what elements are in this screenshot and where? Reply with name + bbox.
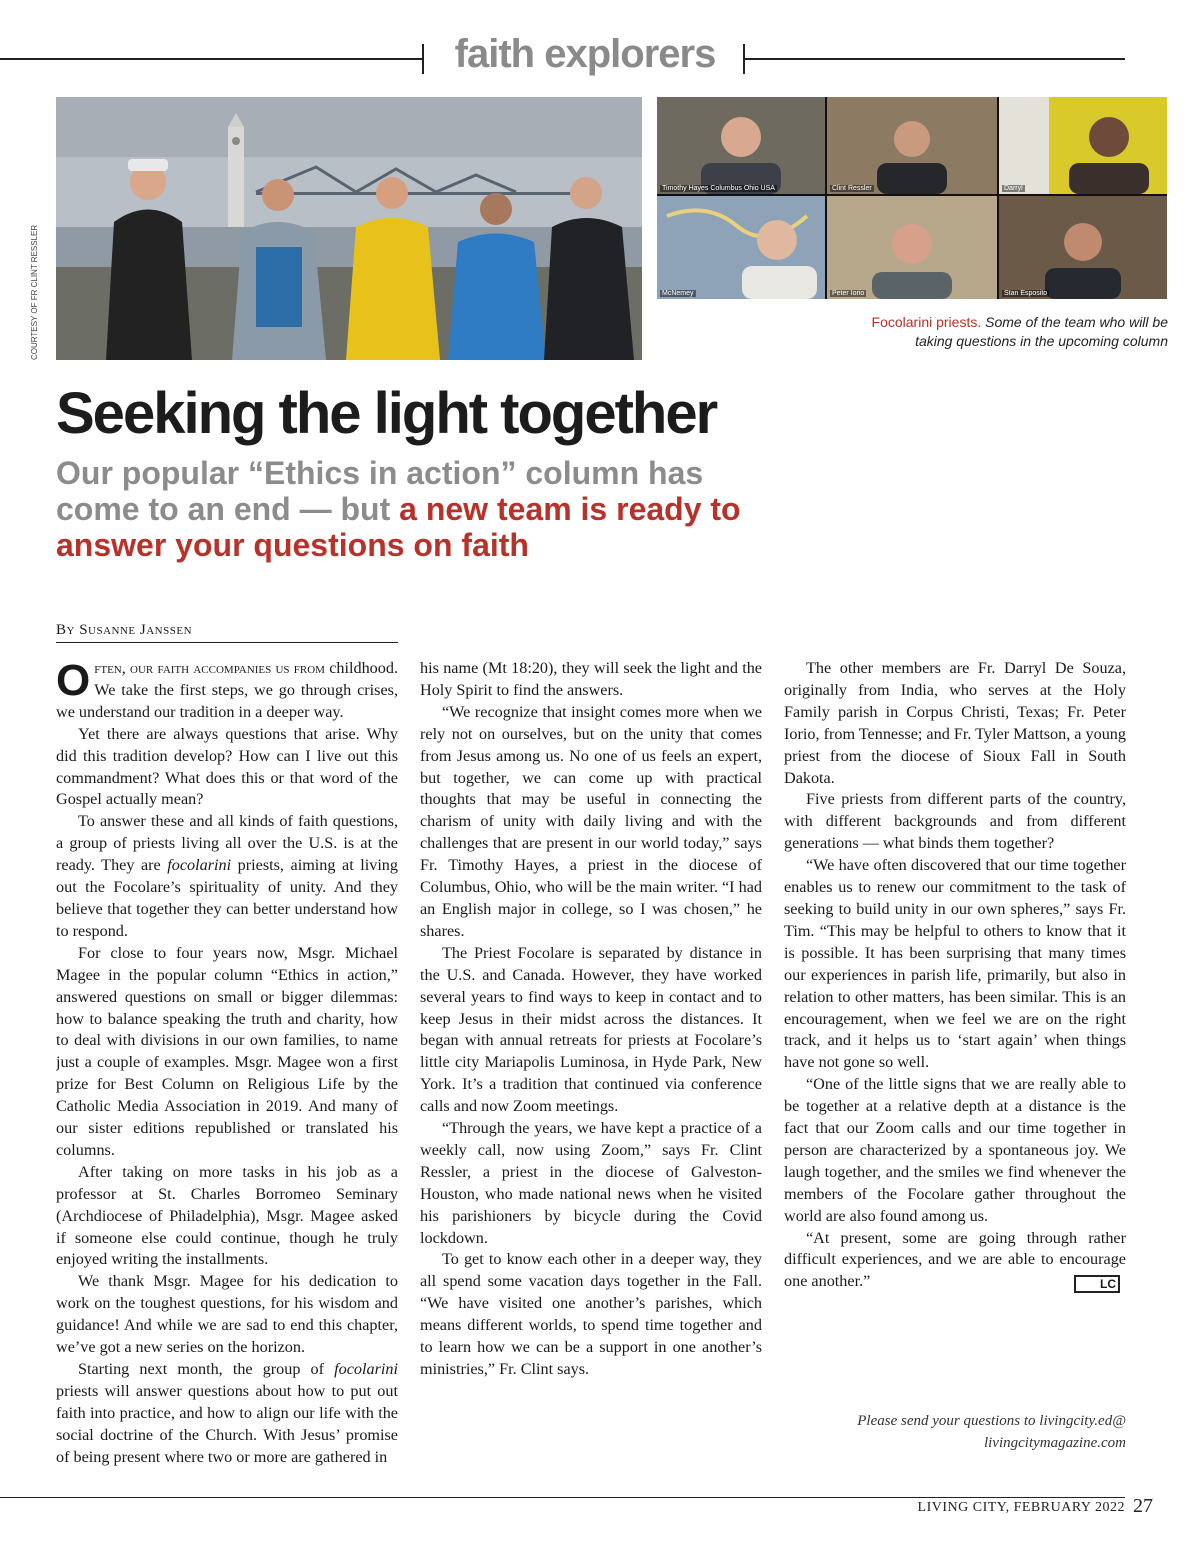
footer-rule bbox=[0, 1497, 1125, 1498]
paragraph-text: childhood. We take the first steps, we go through crises, we understand our tradition in a deeper way. bbox=[56, 659, 398, 721]
caption-lead: Focolarini priests. bbox=[871, 314, 982, 330]
zoom-tile bbox=[827, 97, 997, 194]
page-number: 27 bbox=[1133, 1495, 1153, 1517]
zoom-tile-label: Timothy Hayes Columbus Ohio USA bbox=[662, 185, 775, 192]
section-title: faith explorers bbox=[454, 32, 716, 76]
header-tick-left bbox=[422, 44, 424, 74]
paragraph: We thank Msgr. Magee for his dedication to work on the toughest questions, for his wisdom and guidance! And while we are sad to end this chapter, we’ve got a new series on the horizon. bbox=[56, 1272, 398, 1357]
paragraph-continued: his name (Mt 18:20), they will seek the light and the Holy Spirit to find the answers. bbox=[420, 659, 762, 699]
zoom-call-grid bbox=[657, 97, 1167, 299]
drop-cap: O bbox=[56, 658, 91, 705]
photo-caption bbox=[868, 313, 1168, 351]
zoom-tile bbox=[999, 97, 1167, 194]
footer-publication: LIVING CITY, FEBRUARY 2022 bbox=[917, 1500, 1125, 1515]
group-photo-illustration bbox=[56, 97, 642, 360]
paragraph: “Through the years, we have kept a practice of a weekly call, now using Zoom,” says Fr. Clint Ressler, a priest in the diocese of Galveston-Houston, who made national news when he visited his parishioners by bicycle during the Covid lockdown. bbox=[420, 1119, 762, 1247]
zoom-tile bbox=[827, 196, 997, 299]
zoom-tile-label: McNemey bbox=[662, 290, 694, 297]
paragraph-text: “At present, some are going through rather difficult experiences, and we are able to encourage one another.” bbox=[784, 1228, 1126, 1291]
dek-red: a new team is ready to answer your questions on faith bbox=[56, 491, 741, 563]
paragraph bbox=[56, 811, 398, 942]
paragraph-text: To answer these and all kinds of faith questions, a group of priests living all over the U.S. is at the ready. They are bbox=[56, 812, 398, 875]
paragraph bbox=[56, 658, 398, 724]
end-mark-logo: LC bbox=[1074, 1275, 1120, 1293]
article-column-3 bbox=[784, 658, 1126, 1293]
paragraph-text: Starting next month, the group of bbox=[78, 1360, 335, 1378]
zoom-tile-label: Peter Iorio bbox=[832, 290, 865, 297]
byline-text: By Susanne Janssen bbox=[56, 622, 193, 638]
article-column-1 bbox=[56, 658, 398, 1468]
participant-silhouette bbox=[999, 196, 1167, 299]
email-note: Please send your questions to livingcity.ed@ livingcitymagazine.com bbox=[857, 1413, 1126, 1451]
participant-silhouette bbox=[827, 97, 997, 194]
header-rule-right bbox=[745, 58, 1125, 60]
emphasis: focolarini bbox=[167, 856, 232, 875]
paragraph bbox=[784, 1228, 1126, 1294]
participant-silhouette bbox=[657, 97, 825, 194]
paragraph: The Priest Focolare is separated by distance in the U.S. and Canada. However, they have worked several years to find ways to keep in contact and to keep Jesus in their midst across the distances. It began with annual retreats for priests at Focolare’s little city Mariapolis Luminosa, in Hyde Park, New York. It’s a tradition that continued via conference calls and now Zoom meetings. bbox=[420, 943, 762, 1116]
paragraph: “We recognize that insight comes more when we rely not on ourselves, but on the unity that comes from Jesus among us. No one of us feels an expert, but together, we can come up with practical thoughts that may be useful in connecting the charism of unity with daily living and with the challenges that are present in our world today,” says Fr. Timothy Hayes, a priest in the diocese of Columbus, Ohio, who will be the main writer. “I had an English major in college, so I was chosen,” he shares. bbox=[420, 702, 762, 940]
caption-text: Some of the team who will be taking questions in the upcoming column bbox=[915, 314, 1168, 349]
paragraph: Five priests from different parts of the country, with different backgrounds and from different generations — what binds them together? bbox=[784, 790, 1126, 853]
paragraph: After taking on more tasks in his job as a professor at St. Charles Borromeo Seminary (Archdiocese of Philadelphia), Msgr. Magee asked if someone else could continue, though he truly enjoyed writing the installments. bbox=[56, 1162, 398, 1269]
participant-silhouette bbox=[999, 97, 1167, 194]
paragraph bbox=[56, 1359, 398, 1468]
paragraph: For close to four years now, Msgr. Michael Magee in the popular column “Ethics in action,” answered questions on small or bigger dilemmas: how to balance speaking the truth and charity, how to deal with divisions in our own families, to name just a couple of examples. Msgr. Magee won a first prize for Best Column on Religious Life by the Catholic Media Association in 2019. And many of our sister editions republished or translated his columns. bbox=[56, 943, 398, 1159]
article-column-2 bbox=[420, 658, 762, 1470]
photo-credit: COURTESY OF FR CLINT RESSLER bbox=[30, 224, 39, 360]
paragraph: To get to know each other in a deeper way, they all spend some vacation days together in the Fall. “We have visited one another’s parishes, which means different worlds, to spend time together and to learn how we can be a support in one another’s ministries,” Fr. Clint says. bbox=[420, 1250, 762, 1378]
emphasis: focolarini bbox=[334, 1360, 398, 1378]
dek-gray: Our popular “Ethics in action” column has come to an end — but bbox=[56, 455, 704, 527]
headline: Seeking the light together bbox=[56, 381, 717, 446]
zoom-tile bbox=[999, 196, 1167, 299]
paragraph: The other members are Fr. Darryl De Souza, originally from India, who serves at the Holy Family parish in Corpus Christi, Texas; Fr. Peter Iorio, from Tennesse; and Fr. Tyler Mattson, a young priest from the diocese of Sioux Fall in South Dakota. bbox=[784, 659, 1126, 787]
zoom-tile-label: Darryl bbox=[1004, 185, 1023, 192]
paragraph: Yet there are always questions that arise. Why did this tradition develop? How can I live out this commandment? What does this or that word of the Gospel actually mean? bbox=[56, 724, 398, 809]
paragraph-text: priests will answer questions about how to put out faith into practice, and how to align our life with the social doctrine of the Church. With Jesus’ promise of being present where two or more are gathered in bbox=[56, 1381, 398, 1466]
group-photo bbox=[56, 97, 642, 360]
header-rule-left bbox=[0, 58, 422, 60]
dek bbox=[56, 455, 776, 563]
byline bbox=[56, 622, 398, 643]
zoom-tile bbox=[657, 196, 825, 299]
participant-silhouette bbox=[657, 196, 825, 299]
lead-in: ften, our faith accompanies us from bbox=[94, 659, 325, 677]
paragraph: “We have often discovered that our time together enables us to renew our commitment to the task of seeking to build unity in our own spheres,” says Fr. Tim. “This may be helpful to others to know that it is possible. It has been surprising that many times our experiences in parish life, primarily, but also in relation to other matters, has been similar. This is an encouragement, when we feel we are on the right track, and it helps us to ‘start again’ when things have not gone so well. bbox=[784, 856, 1126, 1072]
paragraph-text: priests, aiming at living out the Focolare’s spirituality of unity. And they believe that together they can better understand how to respond. bbox=[56, 856, 398, 940]
paragraph: “One of the little signs that we are really able to be together at a relative depth at a distance is the fact that our Zoom calls and our time together in person are characterized by a spontaneous joy. We laugh together, and the smiles we find whenever the members of the Focolare gather throughout the world are also found among us. bbox=[784, 1075, 1126, 1225]
participant-silhouette bbox=[827, 196, 997, 299]
zoom-tile-label: Clint Ressler bbox=[832, 185, 872, 192]
zoom-tile bbox=[657, 97, 825, 194]
zoom-tile-label: Stan Esposito bbox=[1004, 290, 1048, 297]
